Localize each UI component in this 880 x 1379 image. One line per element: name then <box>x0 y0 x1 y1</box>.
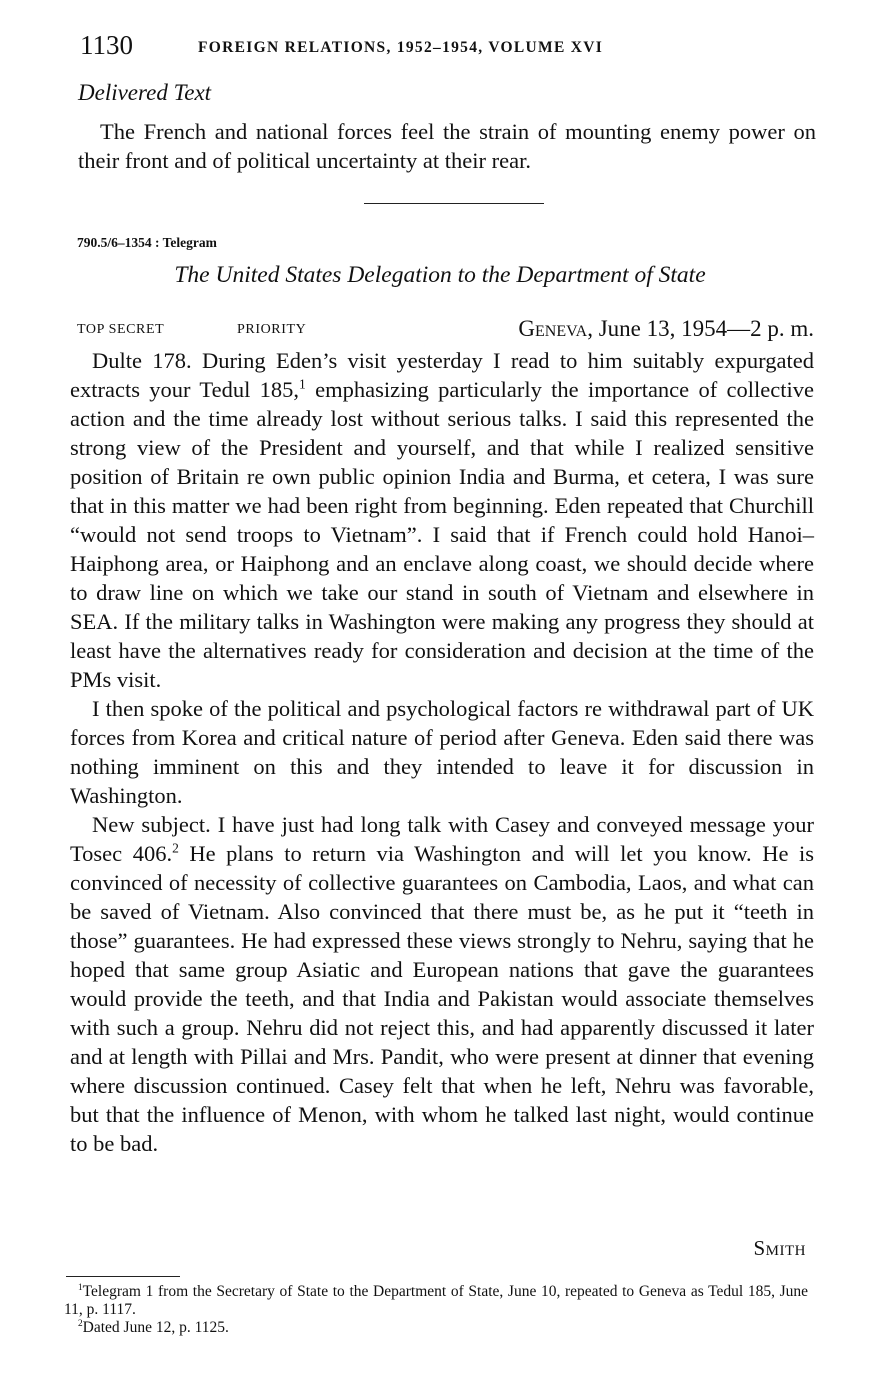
telegram-meta-line <box>77 316 814 346</box>
telegram-paragraph <box>70 694 814 810</box>
paragraph-text: New subject. I have just had long talk with Casey and conveyed message your Tosec 406. <box>70 812 814 866</box>
footnote-reference: 1 <box>299 376 306 392</box>
telegram-paragraph <box>70 346 814 694</box>
footnote-text: Dated June 12, p. 1125. <box>82 1319 229 1336</box>
footnote <box>64 1283 808 1319</box>
delivered-text-paragraph: The French and national forces feel the strain of mounting enemy power on their front and of political uncertainty at their rear. <box>78 119 816 173</box>
footnote-reference: 2 <box>172 840 179 856</box>
dateline-date: June 13, 1954—2 p. m. <box>598 316 814 341</box>
dateline-place: Geneva <box>518 316 588 341</box>
footnote <box>64 1319 808 1337</box>
footnote-mark: 1 <box>78 1282 83 1293</box>
document-title: The United States Delegation to the Department of State <box>174 262 706 288</box>
paragraph-text: Dulte 178. During Eden’s visit yesterday I read to him suitably expurgated extracts your Tedul 185, <box>70 348 814 402</box>
running-title: FOREIGN RELATIONS, 1952–1954, VOLUME XVI <box>198 39 604 56</box>
footnote-mark: 2 <box>78 1318 83 1329</box>
paragraph-text: emphasizing particularly the importance of collective action and the time already lost without serious talks. I said this represented the strong view of the President and yourself, and that while I realized sensitive position of Britain re own public opinion India and Burma, et cetera, I was sure that in this matter we had been right from beginning. Eden repeated that Churchill “would not send troops to Vietnam”. I said that if French could hold Hanoi–Haiphong area, or Haiphong and an enclave along coast, we should decide where to draw line on which we take our stand in south of Vietnam and elsewhere in SEA. If the military talks in Washington were making any progress they should at least have the alternatives ready for consideration and decision at the time of the PMs visit. <box>70 377 814 692</box>
footnotes <box>64 1283 808 1337</box>
telegram-paragraph <box>70 810 814 1158</box>
precedence-marking: PRIORITY <box>237 322 307 337</box>
footnote-divider <box>66 1276 180 1277</box>
paragraph-text: He plans to return via Washington and will let you know. He is convinced of necessity of collective guarantees on Cambodia, Laos, and what can be saved of Vietnam. Also convinced that there must be, as he put it “teeth in those” guarantees. He had expressed these views strongly to Nehru, saying that he hoped that same group Asiatic and European nations that gave the guarantees would provide the teeth, and that India and Pakistan would associate themselves with such a group. Nehru did not reject this, and had apparently discussed it later and at length with Pillai and Mrs. Pandit, who were present at dinner that evening where discussion continued. Casey felt that when he left, Nehru was favorable, but that the influence of Menon, with whom he talked last night, would continue to be bad. <box>70 841 814 1156</box>
telegram-body <box>70 346 814 1158</box>
running-head <box>80 30 810 66</box>
page-number: 1130 <box>80 30 133 60</box>
file-reference: 790.5/6–1354 : Telegram <box>77 235 217 250</box>
paragraph-text: I then spoke of the political and psychological factors re withdrawal part of UK forces from Korea and critical nature of period after Geneva. Eden said there was nothing imminent on this and they intended to leave it for discussion in Washington. <box>70 696 814 808</box>
classification-marking: TOP SECRET <box>77 322 165 337</box>
dateline: Geneva, June 13, 1954—2 p. m. <box>518 316 814 341</box>
signature: Smith <box>753 1236 806 1260</box>
delivered-text-label: Delivered Text <box>78 80 212 105</box>
section-divider <box>364 203 544 204</box>
footnote-text: Telegram 1 from the Secretary of State to the Department of State, June 10, repeated to Geneva as Tedul 185, June 11, p. 1117. <box>64 1283 808 1318</box>
